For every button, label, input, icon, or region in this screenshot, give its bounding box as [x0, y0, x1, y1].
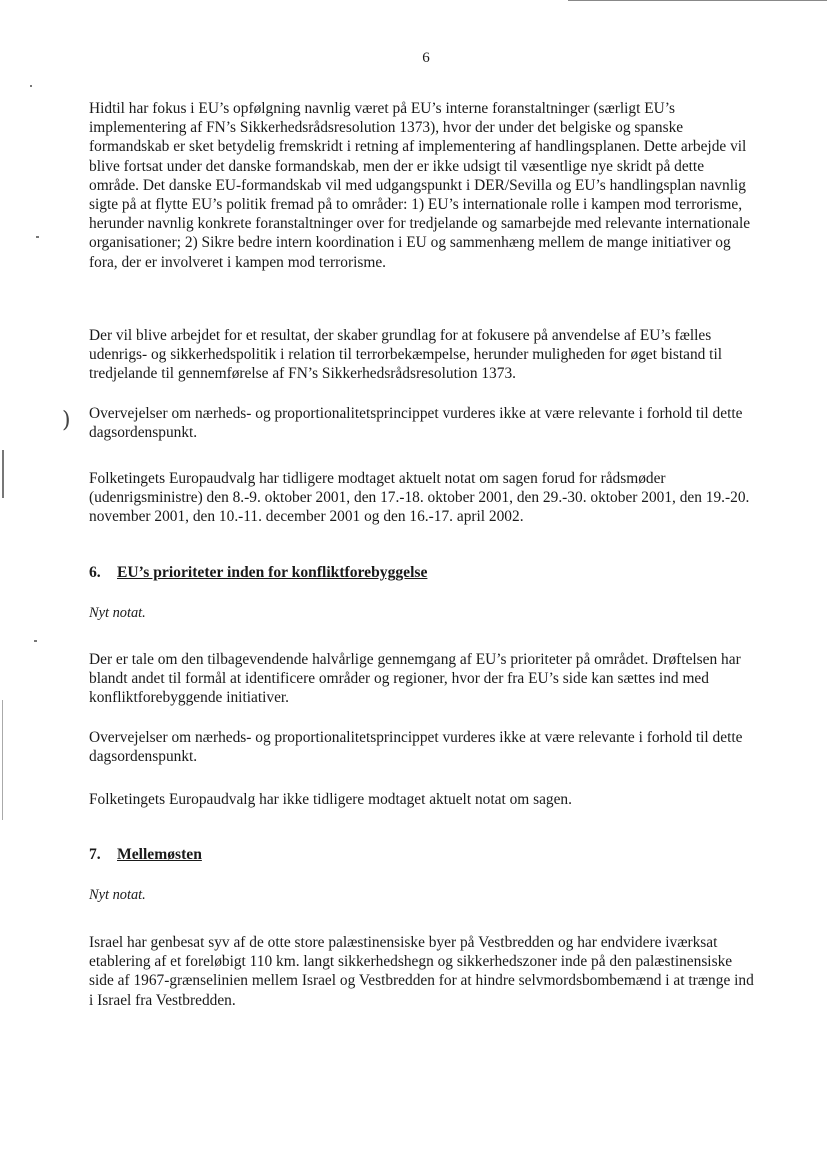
new-note-label: Nyt notat.	[89, 605, 146, 621]
paragraph-eu-followup: Hidtil har fokus i EU’s opfølgning navnlig været på EU’s interne foranstaltninger (særligt EU’s implementering af FN’s Sikkerhedsrådsresolution 1373), hvor der under det belgiske og spanske formandskab er sket betydelig fremskridt i retning af implementering af handlingsplanen. Dette arbejde vil blive fortsat under det danske formandskab, men der er ikke udsigt til væsentlige nye skridt på dette område. Det danske EU-formandskab vil med udgangspunkt i DER/Sevilla og EU’s handlingsplan navnlig sigte på at flytte EU’s politik fremad på to områder: 1) EU’s internationale rolle i kampen mod terrorisme, herunder navnlig konkrete foranstaltninger over for tredjelande og samarbejde med relevante internationale organisationer; 2) Sikre bedre intern koordination i EU og sammenhæng mellem de mange initiativer og fora, der er involveret i kampen mod terrorisme.	[89, 100, 751, 271]
margin-bracket-mark: )	[62, 408, 71, 433]
left-margin-scan-mark	[2, 700, 3, 820]
left-margin-scan-mark	[34, 640, 37, 642]
paragraph-result: Der vil blive arbejdet for et resultat, der skaber grundlag for at fokusere på anvendelse af EU’s fælles udenrigs- og sikkerhedspolitik i relation til terrorbekæmpelse, herunder muligheden for øget bistand til tredjelande til gennemførelse af FN’s Sikkerhedsrådsresolution 1373.	[89, 327, 723, 383]
paragraph-israel: Israel har genbesat syv af de otte store palæstinensiske byer på Vestbredden og har endvidere iværksat etablering af et foreløbigt 110 km. langt sikkerhedshegn og sikkerhedszoner inde på den palæstinensiske side af 1967-grænselinien mellem Israel og Vestbredden for at hindre selvmordsbombemænd i at trænge ind i Israel fra Vestbredden.	[89, 934, 754, 1009]
new-note-label: Nyt notat.	[89, 887, 146, 903]
section-heading-middle-east	[89, 846, 202, 864]
section-number: 7.	[89, 846, 101, 863]
left-margin-scan-mark	[30, 85, 32, 87]
paragraph-europaudvalg: Folketingets Europaudvalg har tidligere modtaget aktuelt notat om sagen forud for rådsmøder (udenrigsministre) den 8.-9. oktober 2001, den 17.-18. oktober 2001, den 29.-30. oktober 2001, den 19.-20. november 2001, den 10.-11. december 2001 og den 16.-17. april 2002.	[89, 470, 750, 526]
page-number: 6	[422, 50, 430, 66]
left-margin-scan-mark	[2, 450, 4, 498]
paragraph-subsidiarity: Overvejelser om nærheds- og proportionalitetsprincippet vurderes ikke at være relevante i forhold til dette dagsordenspunkt.	[89, 405, 743, 442]
section-number: 6.	[89, 564, 101, 581]
paragraph-europaudvalg: Folketingets Europaudvalg har ikke tidligere modtaget aktuelt notat om sagen.	[89, 791, 572, 808]
top-edge-rule	[568, 0, 827, 1]
section-heading-conflict-prevention	[89, 564, 427, 582]
paragraph-subsidiarity: Overvejelser om nærheds- og proportionalitetsprincippet vurderes ikke at være relevante i forhold til dette dagsordenspunkt.	[89, 729, 743, 766]
left-margin-scan-mark	[36, 236, 39, 238]
section-title: Mellemøsten	[117, 846, 202, 863]
section-title: EU’s prioriteter inden for konfliktforebyggelse	[117, 564, 428, 581]
paragraph-priorities: Der er tale om den tilbagevendende halvårlige gennemgang af EU’s prioriteter på området. Drøftelsen har blandt andet til formål at identificere områder og regioner, hvor der fra EU’s side kan sættes ind med konfliktforebyggende initiativer.	[89, 651, 741, 707]
